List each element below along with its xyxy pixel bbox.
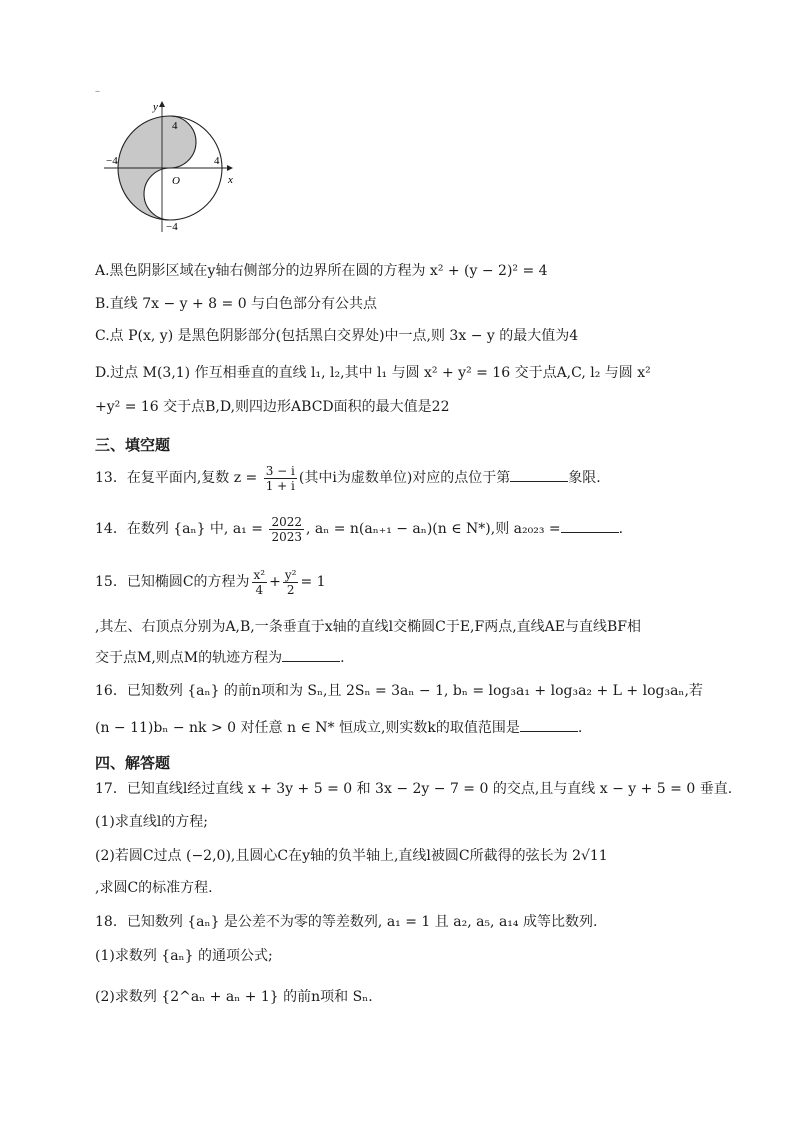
question-18-line1: 18．已知数列 {aₙ} 是公差不为零的等差数列, a₁ = 1 且 a₂, a₅, a₁₄ 成等比数列. (95, 914, 598, 930)
q14-tail: . (618, 521, 624, 537)
question-14 (95, 514, 623, 544)
option-d-line2: +y² = 16 交于点B,D,则四边形ABCD面积的最大值是22 (95, 399, 450, 415)
bottom-tick-label: −4 (166, 221, 178, 233)
q15-num2: y² (284, 567, 297, 582)
left-tick-label: −4 (106, 155, 118, 167)
q13-pre: 13．在复平面内,复数 z = (95, 470, 262, 486)
section-3-title: 三、填空题 (95, 436, 171, 454)
option-a: A.黑色阴影区域在y轴右侧部分的边界所在圆的方程为 x² + (y − 2)² = 4 (95, 263, 548, 279)
q15-fraction-1 (252, 568, 268, 597)
x-axis-label: x (228, 174, 233, 186)
option-c: C.点 P(x, y) 是黑色阴影部分(包括黑白交界处)中一点,则 3x − y 的最大值为4 (95, 328, 579, 344)
x-axis-arrow (227, 165, 233, 171)
option-b: B.直线 7x − y + 8 = 0 与白色部分有公共点 (95, 296, 378, 312)
question-15-line1 (95, 567, 326, 597)
q14-post: , aₙ = n(aₙ₊₁ − aₙ)(n ∈ N*),则 a₂₀₂₃ = (305, 521, 561, 537)
header-dash: – (95, 86, 100, 97)
section-4-title: 四、解答题 (95, 754, 171, 772)
y-axis-arrow (159, 101, 165, 107)
y-axis-label: y (153, 101, 158, 113)
question-18-line3: (2)求数列 {2^aₙ + aₙ + 1} 的前n项和 Sₙ. (95, 989, 373, 1005)
q15-fraction-2 (283, 568, 299, 597)
question-17-line4: ,求圆C的标准方程. (95, 880, 213, 896)
q15-post: = 1 (300, 574, 326, 590)
yin-yang-figure (100, 98, 240, 238)
q15-blank (282, 647, 340, 662)
q15-plus: + (269, 574, 281, 590)
question-18-line2: (1)求数列 {aₙ} 的通项公式; (95, 948, 273, 964)
question-15-line2: ,其左、右顶点分别为A,B,一条垂直于x轴的直线l交椭圆C于E,F两点,直线AE与直线BF相 (95, 619, 641, 635)
q14-pre: 14．在数列 {aₙ} 中, a₁ = (95, 521, 268, 537)
q15-pre: 15．已知椭圆C的方程为 (95, 574, 250, 590)
q13-tail: 象限. (568, 470, 601, 486)
q13-post: (其中i为虚数单位)对应的点位于第 (298, 470, 511, 486)
question-17-line1: 17．已知直线l经过直线 x + 3y + 5 = 0 和 3x − 2y − 7 = 0 的交点,且与直线 x − y + 5 = 0 垂直. (95, 781, 733, 797)
q13-num: 3 − i (265, 463, 295, 478)
q14-blank (561, 518, 619, 533)
question-17-line2: (1)求直线l的方程; (95, 814, 209, 830)
question-16-line1: 16．已知数列 {aₙ} 的前n项和为 Sₙ,且 2Sₙ = 3aₙ − 1, bₙ = log₃a₁ + log₃a₂ + L + log₃aₙ,若 (95, 683, 703, 699)
option-d-line1: D.过点 M(3,1) 作互相垂直的直线 l₁, l₂,其中 l₁ 与圆 x² + y² = 16 交于点A,C, l₂ 与圆 x² (95, 365, 651, 381)
origin-label: O (172, 175, 180, 187)
q15-num1: x² (253, 567, 266, 582)
question-15-line3 (95, 647, 345, 668)
q14-fraction (269, 515, 304, 544)
q16-tail: . (577, 720, 583, 736)
q13-blank (510, 467, 568, 482)
question-17-line3: (2)若圆C过点 (−2,0),且圆心C在y轴的负半轴上,直线l被圆C所截得的弦长为 2√11 (95, 848, 608, 864)
question-16-line2 (95, 717, 582, 738)
top-tick-label: 4 (172, 120, 178, 132)
q14-num: 2022 (271, 514, 302, 529)
q15-den2: 2 (286, 582, 295, 597)
q16-blank (520, 717, 578, 732)
q15-den1: 4 (255, 582, 264, 597)
q13-fraction (264, 464, 297, 493)
q14-den: 2023 (271, 529, 302, 544)
q15-line3-text: 交于点M,则点M的轨迹方程为 (95, 650, 283, 666)
q16-line2-text: (n − 11)bₙ − nk > 0 对任意 n ∈ N* 恒成立,则实数k的取值范围是 (95, 720, 520, 736)
q15-tail: . (340, 650, 345, 666)
question-13 (95, 463, 601, 493)
right-tick-label: 4 (214, 155, 220, 167)
q13-den: 1 + i (265, 478, 295, 493)
